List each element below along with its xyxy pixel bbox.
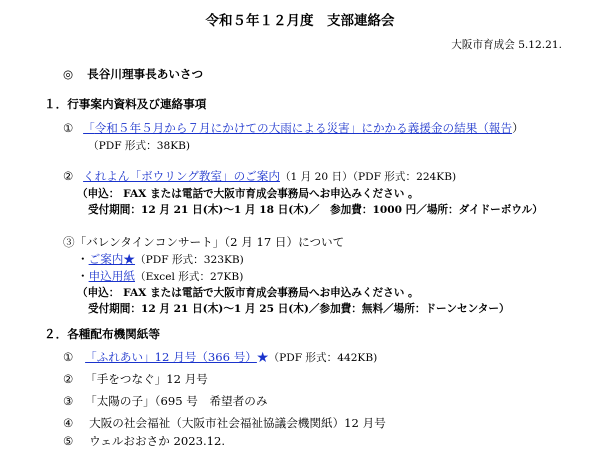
greeting-text: 長谷川理事長あいさつ: [87, 67, 204, 81]
valentine-concert-title: 「バレンタインコンサート」（2 月 17 日）について: [74, 235, 345, 249]
section-2-item-2: [63, 371, 208, 387]
organization-date: 大阪市育成会 5.12.21.: [451, 39, 562, 51]
item-number: ⑤: [63, 434, 74, 448]
concert-guide-line: [77, 251, 244, 267]
greeting-line: [63, 66, 203, 82]
item-text: 「太陽の子」（695 号 希望者のみ: [85, 394, 268, 408]
bowling-class-link[interactable]: くれよん「ボウリング教室」のご案内: [83, 169, 280, 183]
section-2-heading: ２．各種配布機関紙等: [44, 327, 160, 341]
section-1-heading: １．行事案内資料及び連絡事項: [44, 97, 207, 111]
fureai-info: （PDF 形式：442KB): [268, 352, 378, 364]
item-number: ④: [63, 416, 74, 430]
item-number: ①: [63, 350, 74, 364]
bullet: ・: [77, 269, 89, 283]
star-icon: ★: [123, 252, 136, 266]
section-1-item-1: [63, 120, 524, 136]
item-3-period: 受付期間：12 月 21 日(木)〜1 月 25 日(木)／参加費：無料／場所：ドーンセンター）: [88, 303, 510, 315]
section-2-item-1: [63, 349, 377, 365]
item-text: ウェルおおさか 2023.12.: [89, 434, 226, 448]
item-text: 「手をつなぐ」12 月号: [85, 372, 208, 386]
item-2-period: 受付期間：12 月 21 日(木)〜1 月 18 日(木)／ 参加費：1000 円／場所：ダイドーボウル）: [88, 204, 543, 216]
item-text: 大阪の社会福祉（大阪市社会福祉協議会機関紙）12 月号: [89, 416, 386, 430]
concert-guide-link[interactable]: ご案内★: [88, 252, 136, 266]
close-paren: ）: [512, 121, 524, 135]
section-1-item-3: [63, 234, 344, 250]
star-icon: ★: [256, 350, 269, 364]
item-number: ③: [63, 235, 75, 249]
donation-report-link[interactable]: 「令和５年５月から７月にかけての大雨による災害」にかかる義援金の結果（報告: [83, 121, 513, 135]
section-1-item-2: [63, 168, 456, 184]
item-number: ①: [63, 121, 74, 135]
concert-guide-info: （PDF 形式：323KB): [135, 254, 244, 266]
item-number: ②: [63, 169, 74, 183]
application-form-info: （Excel 形式：27KB): [135, 271, 244, 283]
item-2-apply: （申込： FAX または電話で大阪市育成会事務局へお申込みください 。: [77, 188, 419, 200]
section-2-item-3: [63, 393, 267, 409]
application-form-link[interactable]: 申込用紙: [88, 269, 135, 283]
item-number: ②: [63, 372, 74, 386]
section-2-item-4: [63, 415, 386, 431]
item-1-format: （PDF 形式：38KB): [88, 140, 191, 152]
double-circle-icon: ◎: [63, 67, 74, 81]
item-3-apply: （申込： FAX または電話で大阪市育成会事務局へお申込みください 。: [77, 287, 419, 299]
application-form-line: [77, 268, 243, 284]
fureai-newsletter-link[interactable]: 「ふれあい」12 月号（366 号）: [85, 350, 257, 364]
item-2-info: （1 月 20 日）（PDF 形式：224KB): [279, 171, 457, 183]
bullet: ・: [77, 252, 89, 266]
section-2-item-5: [63, 433, 225, 449]
page-title: 令和５年１２月度 支部連絡会: [205, 13, 395, 29]
item-number: ③: [63, 394, 74, 408]
